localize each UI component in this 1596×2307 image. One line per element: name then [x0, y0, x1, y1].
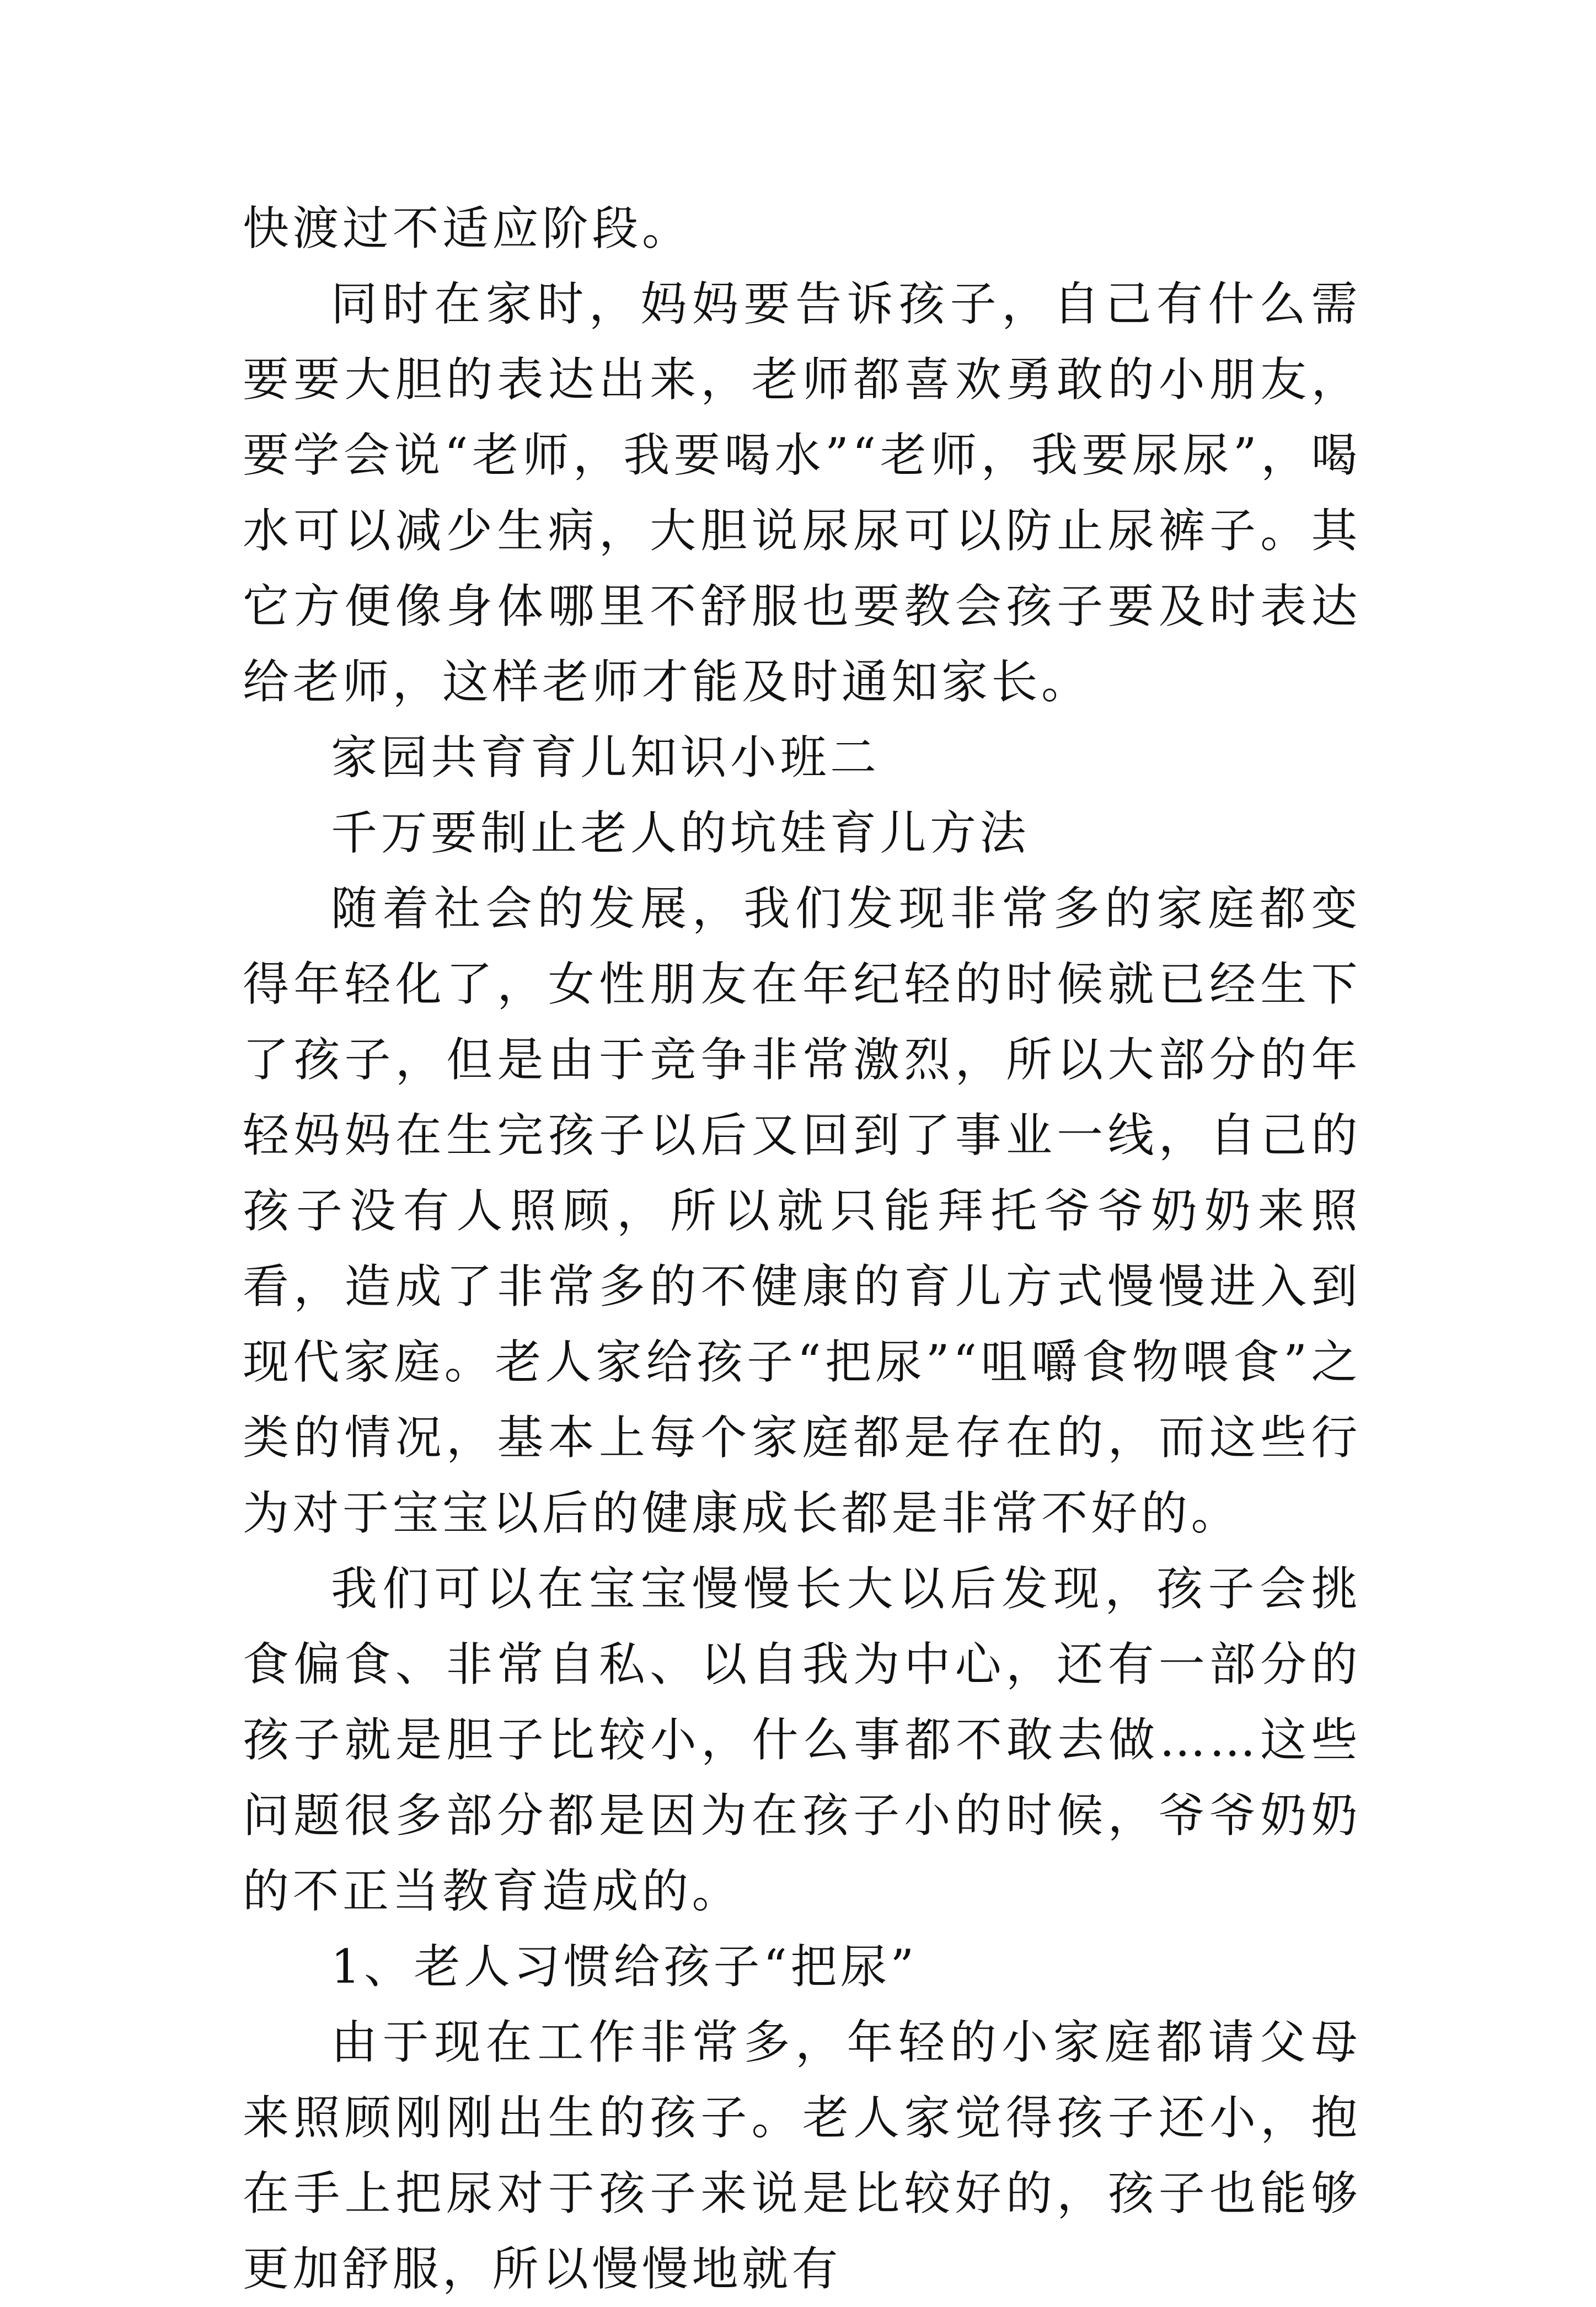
list-item-heading-1: 1、老人习惯给孩子“把尿” [331, 1940, 918, 1994]
body-text [243, 191, 1361, 2307]
section-heading: 家园共育育儿知识小班二 [331, 730, 880, 784]
article-title: 千万要制止老人的坑娃育儿方法 [331, 806, 1030, 860]
paragraph-continuation: 快渡过不适应阶段。 [243, 201, 692, 255]
paragraph-work-busy: 由于现在工作非常多，年轻的小家庭都请父母来照顾刚刚出生的孩子。老人家觉得孩子还小，抱在手上把尿对于孩子来说是比较好的，孩子也能够更加舒服，所以慢慢地就有 [243, 2015, 1361, 2296]
paragraph-express-needs: 同时在家时，妈妈要告诉孩子，自己有什么需要要大胆的表达出来，老师都喜欢勇敢的小朋友，要学会说“老师，我要喝水”“老师，我要尿尿”，喝水可以减少生病，大胆说尿尿可以防止尿裤子。其它方便像身体哪里不舒服也要教会孩子要及时表达给老师，这样老师才能及时通知家长。 [243, 277, 1361, 709]
paragraph-problems: 我们可以在宝宝慢慢长大以后发现，孩子会挑食偏食、非常自私、以自我为中心，还有一部分的孩子就是胆子比较小，什么事都不敢去做……这些问题很多部分都是因为在孩子小的时候，爷爷奶奶的不正当教育造成的。 [243, 1562, 1361, 1918]
paragraph-society-development: 随着社会的发展，我们发现非常多的家庭都变得年轻化了，女性朋友在年纪轻的时候就已经生下了孩子，但是由于竞争非常激烈，所以大部分的年轻妈妈在生完孩子以后又回到了事业一线，自己的孩子没有人照顾，所以就只能拜托爷爷奶奶来照看，造成了非常多的不健康的育儿方式慢慢进入到现代家庭。老人家给孩子“把尿”“咀嚼食物喂食”之类的情况，基本上每个家庭都是存在的，而这些行为对于宝宝以后的健康成长都是非常不好的。 [243, 882, 1361, 1540]
